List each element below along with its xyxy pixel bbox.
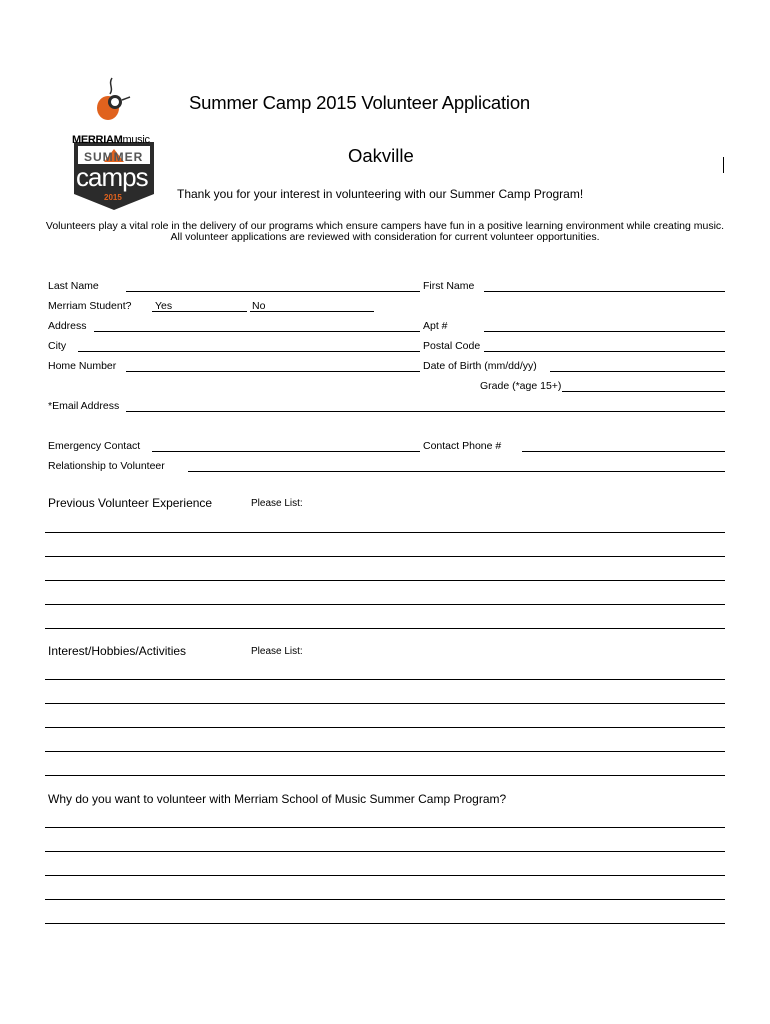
prev-please-list: Please List: xyxy=(251,498,303,509)
postal-code-field[interactable] xyxy=(484,351,725,352)
why-line-4[interactable] xyxy=(45,899,725,900)
relationship-field[interactable] xyxy=(188,471,725,472)
city-label: City xyxy=(48,340,67,352)
prev-experience-line-5[interactable] xyxy=(45,628,725,629)
logo-year: 2015 xyxy=(104,193,122,202)
why-line-2[interactable] xyxy=(45,851,725,852)
no-option[interactable]: No xyxy=(252,300,266,312)
postal-code-label: Postal Code xyxy=(423,340,481,352)
apt-label: Apt # xyxy=(423,320,448,332)
logo-brand-bold: MERRIAM xyxy=(72,134,123,146)
home-number-label: Home Number xyxy=(48,360,117,372)
why-line-3[interactable] xyxy=(45,875,725,876)
last-name-field[interactable] xyxy=(126,291,420,292)
dob-label: Date of Birth (mm/dd/yy) xyxy=(423,360,537,372)
why-line-5[interactable] xyxy=(45,923,725,924)
email-label: *Email Address xyxy=(48,400,120,412)
intro-line-1: Volunteers play a vital role in the delivery of our programs which ensure campers have fun in a positive learning environment while creating music. xyxy=(45,220,725,232)
prev-experience-line-1[interactable] xyxy=(45,532,725,533)
prev-experience-line-3[interactable] xyxy=(45,580,725,581)
home-number-field[interactable] xyxy=(126,371,420,372)
logo-summer: SUMMER xyxy=(84,150,144,164)
location-title: Oakville xyxy=(348,145,414,166)
no-field[interactable] xyxy=(250,311,374,312)
logo-camps: camps xyxy=(76,162,148,192)
grade-label: Grade (*age 15+) xyxy=(480,380,562,392)
page-title: Summer Camp 2015 Volunteer Application xyxy=(189,92,531,113)
intro-line-2: All volunteer applications are reviewed with consideration for current volunteer opportunities. xyxy=(170,231,600,243)
address-label: Address xyxy=(48,320,87,332)
interests-line-5[interactable] xyxy=(45,775,725,776)
interests-line-1[interactable] xyxy=(45,679,725,680)
prev-experience-line-2[interactable] xyxy=(45,556,725,557)
address-field[interactable] xyxy=(94,331,420,332)
first-name-field[interactable] xyxy=(484,291,725,292)
yes-option[interactable]: Yes xyxy=(155,300,173,312)
apt-field[interactable] xyxy=(484,331,725,332)
last-name-label: Last Name xyxy=(48,280,99,292)
why-line-1[interactable] xyxy=(45,827,725,828)
emergency-contact-label: Emergency Contact xyxy=(48,440,141,452)
prev-experience-line-4[interactable] xyxy=(45,604,725,605)
yes-field[interactable] xyxy=(152,311,247,312)
merriam-student-label: Merriam Student? xyxy=(48,300,132,312)
city-field[interactable] xyxy=(78,351,420,352)
thanks-text: Thank you for your interest in volunteering with our Summer Camp Program! xyxy=(177,187,584,201)
interests-line-2[interactable] xyxy=(45,703,725,704)
contact-phone-field[interactable] xyxy=(522,451,725,452)
interests-please-list: Please List: xyxy=(251,646,303,657)
contact-phone-label: Contact Phone # xyxy=(423,440,502,452)
first-name-label: First Name xyxy=(423,280,475,292)
grade-field[interactable] xyxy=(562,391,725,392)
email-field[interactable] xyxy=(126,411,725,412)
interests-heading: Interest/Hobbies/Activities xyxy=(48,644,187,658)
why-heading: Why do you want to volunteer with Merriam School of Music Summer Camp Program? xyxy=(48,792,507,806)
logo-brand-rest: music xyxy=(122,134,150,146)
prev-experience-heading: Previous Volunteer Experience xyxy=(48,496,213,510)
relationship-label: Relationship to Volunteer xyxy=(48,460,165,472)
interests-line-3[interactable] xyxy=(45,727,725,728)
dob-field[interactable] xyxy=(550,371,725,372)
emergency-contact-field[interactable] xyxy=(152,451,420,452)
interests-line-4[interactable] xyxy=(45,751,725,752)
logo-brand xyxy=(72,134,150,146)
margin-mark xyxy=(723,157,724,173)
